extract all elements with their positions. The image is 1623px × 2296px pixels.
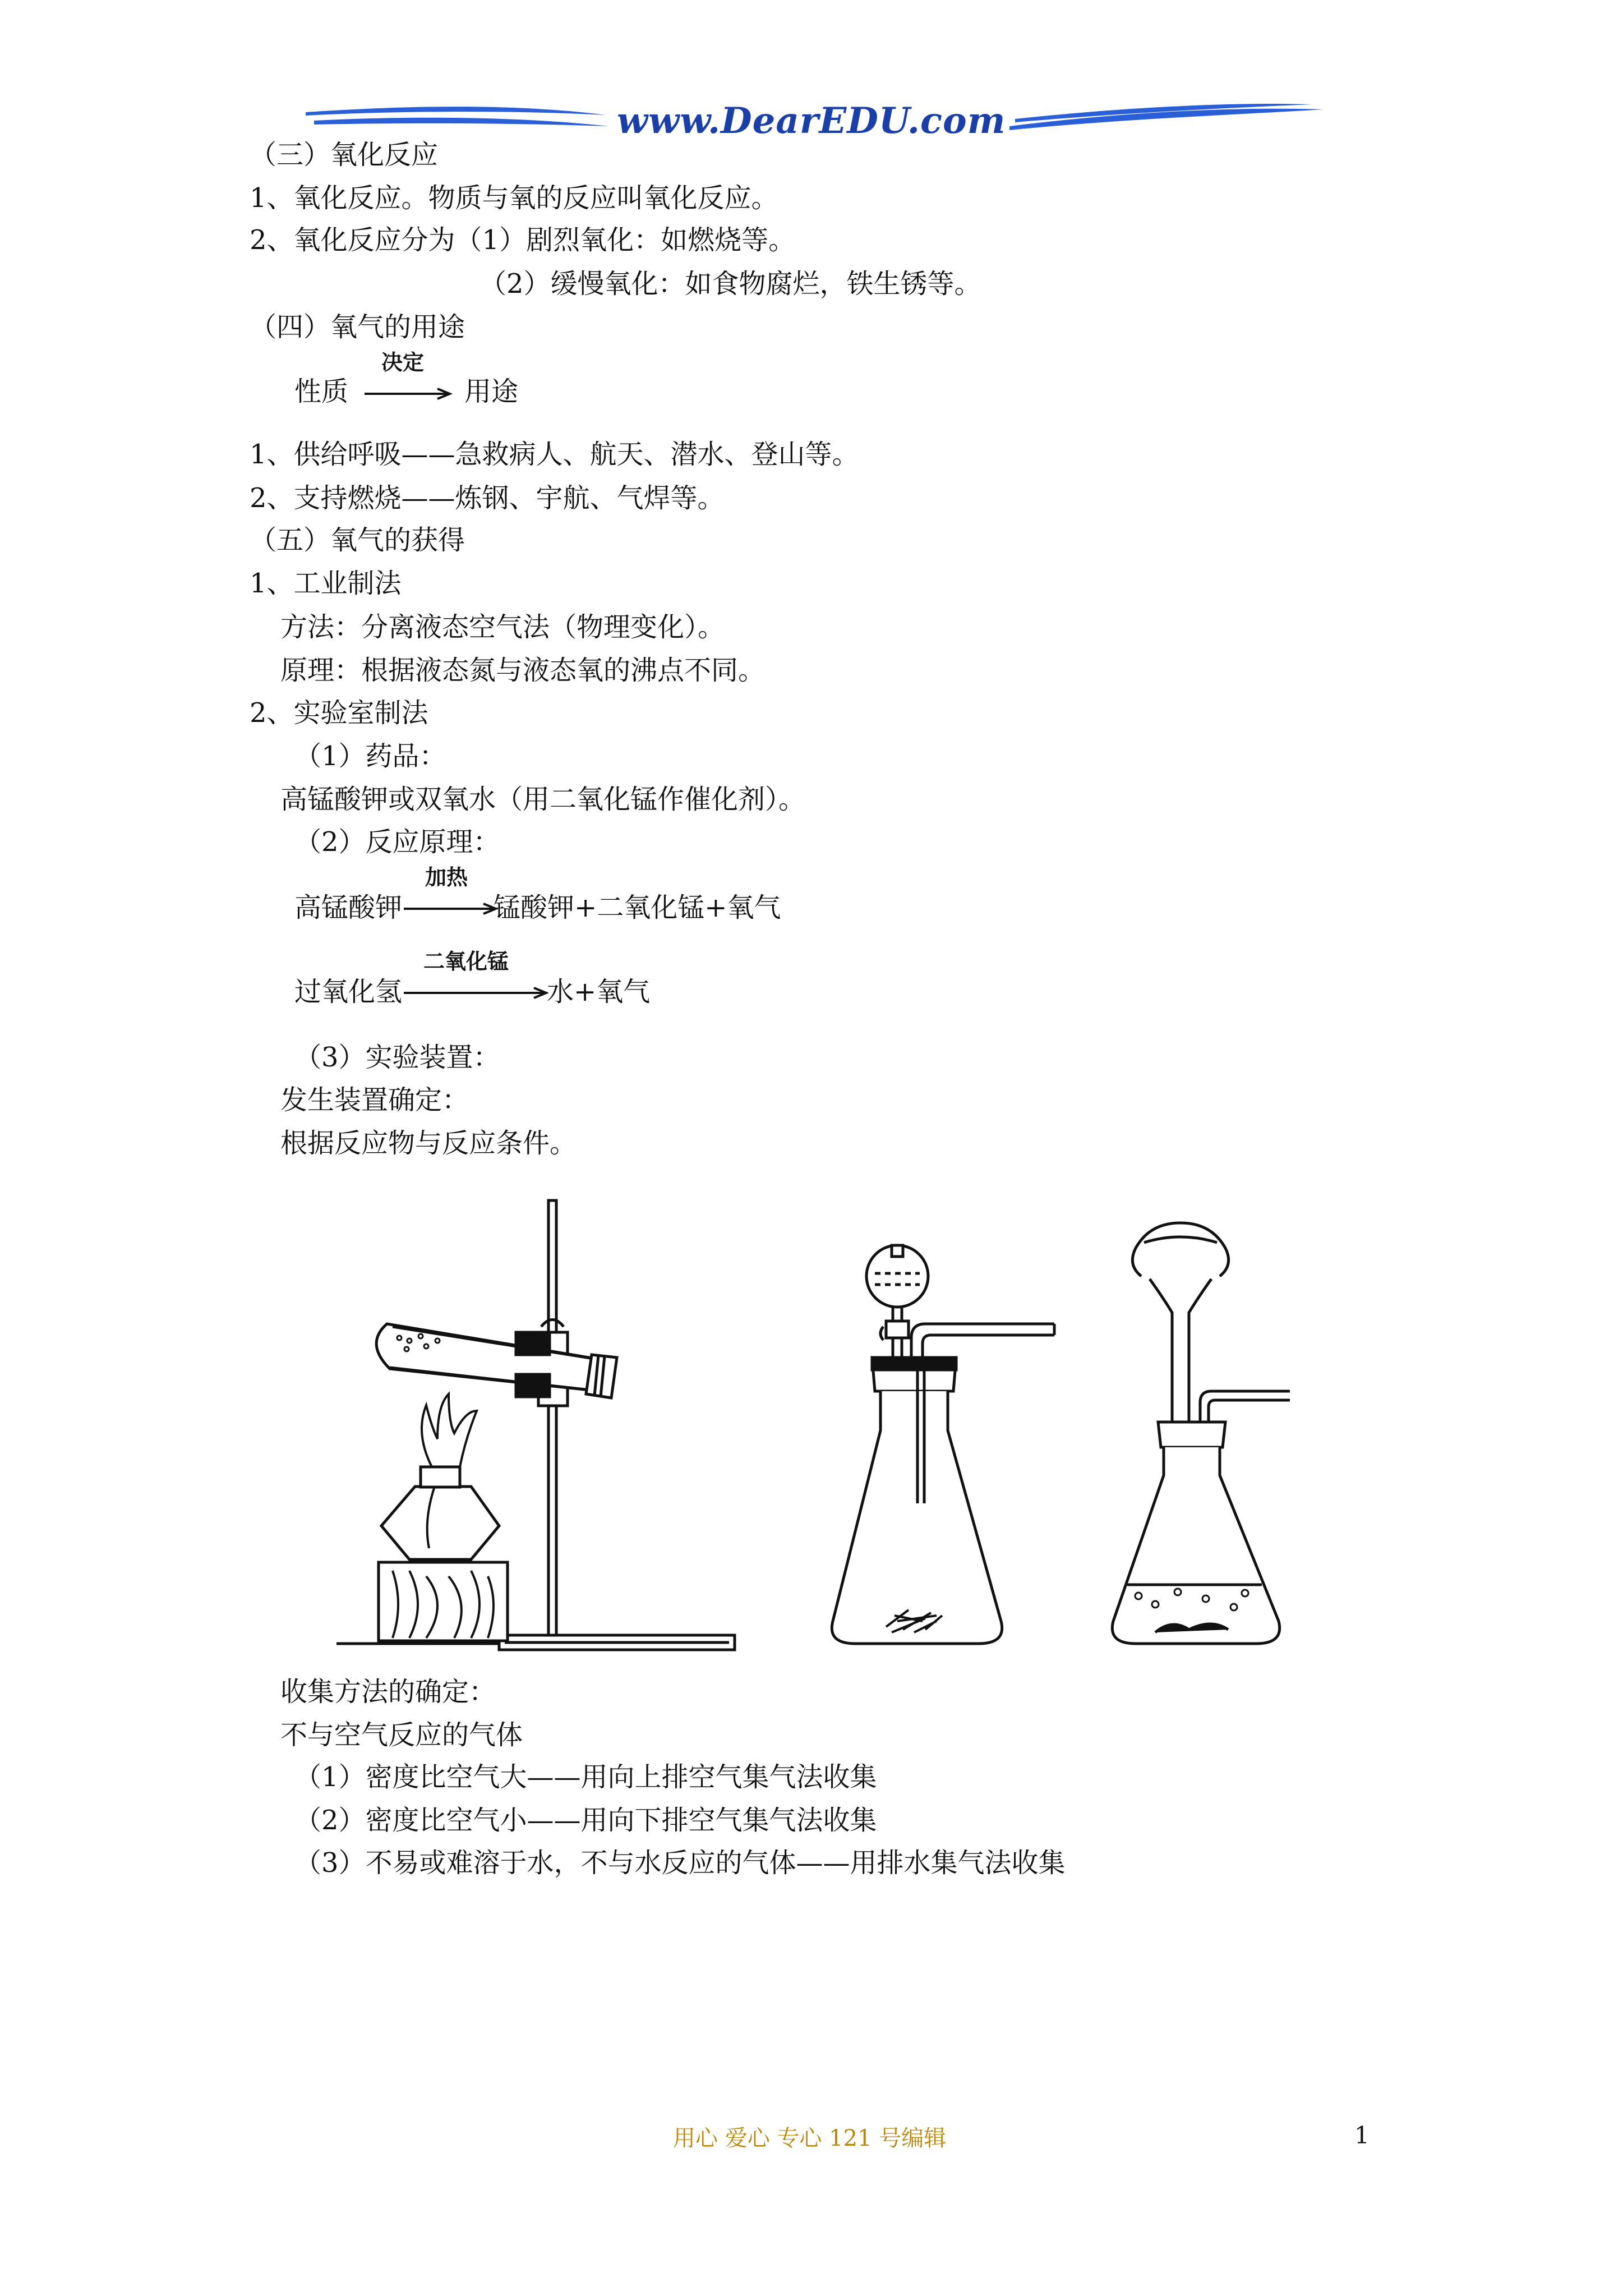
funnel-flask-apparatus [832,1245,1054,1644]
page-number: 1 [1354,2122,1370,2149]
s4-arrow-label: 决定 [381,350,425,375]
s5-line-2: 方法：分离液态空气法（物理变化）。 [280,611,725,643]
banner-swoosh-left2 [314,118,608,126]
s3-line-2: 2、氧化反应分为（1）剧烈氧化：如燃烧等。 [250,224,796,256]
collection-line-5: （3）不易或难溶于水，不与水反应的气体——用排水集气法收集 [294,1847,1066,1879]
s4-line-1: 1、供给呼吸——急救病人、航天、潜水、登山等。 [250,439,859,470]
s4-line-2: 2、支持燃烧——炼钢、宇航、气焊等。 [250,482,725,514]
reaction-1-arrow-icon [403,902,498,915]
collection-line-1: 收集方法的确定： [280,1676,496,1708]
footer-text: 用心 爱心 专心 121 号编辑 [673,2125,947,2151]
reaction-2-reactant: 过氧化氢 [294,976,403,1007]
heating-apparatus [336,1200,735,1650]
thistle-funnel-apparatus [1112,1223,1290,1644]
reaction-1-condition: 加热 [425,865,468,890]
collection-line-4: （2）密度比空气小——用向下排空气集气法收集 [294,1805,877,1836]
reaction-2-condition: 二氧化锰 [423,949,509,974]
site-title: www.DearEDU.com [617,100,1006,142]
s5-line-3: 原理：根据液态氮与液态氧的沸点不同。 [280,655,766,686]
apparatus-illustration [336,1189,1318,1660]
s3-line-3: （2）缓慢氧化：如食物腐烂，铁生锈等。 [479,268,981,300]
s5-line-7: （2）反应原理： [294,826,500,858]
s5-line-4: 2、实验室制法 [250,697,428,729]
reaction-2-products: 水+氧气 [547,976,651,1007]
banner-swoosh-right [1009,109,1324,130]
s3-line-1: 1、氧化反应。物质与氧的反应叫氧化反应。 [250,182,778,214]
section-5-title: （五）氧气的获得 [250,524,465,556]
section-3-title: （三）氧化反应 [250,139,439,171]
s4-use: 用途 [464,376,519,407]
banner-swoosh-left [306,107,606,116]
s4-property: 性质 [294,376,349,407]
s5-line-5: （1）药品： [294,740,446,772]
s5-line-8: （3）实验装置： [294,1042,500,1073]
reaction-2-arrow-icon [403,986,548,1000]
s5-line-9: 发生装置确定： [280,1084,469,1116]
collection-line-2: 不与空气反应的气体 [280,1719,523,1751]
s5-line-1: 1、工业制法 [250,568,402,599]
s5-line-10: 根据反应物与反应条件。 [280,1128,577,1159]
s5-line-6: 高锰酸钾或双氧水（用二氧化锰作催化剂）。 [280,784,806,815]
s4-arrow-icon [363,387,453,401]
reaction-1-reactant: 高锰酸钾 [294,892,403,923]
reaction-1-products: 锰酸钾+二氧化锰+氧气 [494,892,781,923]
collection-line-3: （1）密度比空气大——用向上排空气集气法收集 [294,1761,877,1793]
section-4-title: （四）氧气的用途 [250,311,465,343]
